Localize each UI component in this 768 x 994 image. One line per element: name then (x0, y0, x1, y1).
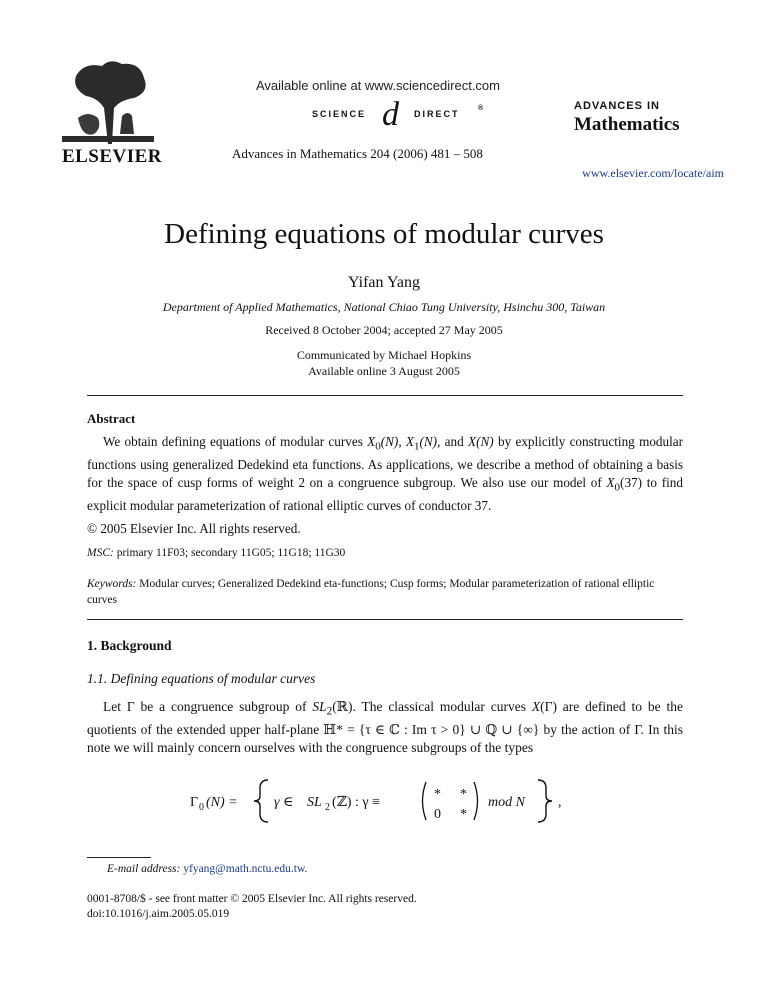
author-affiliation: Department of Applied Mathematics, National Chiao Tung University, Hsinchu 300, Taiwan (162, 300, 606, 314)
sd-registered-mark: ® (478, 105, 484, 112)
body-text-3: are defined to be the quotients of the extended upper half-plane ℍ* = {τ ∈ ℂ : Im τ > 0} ∪ ℚ ∪ {∞} by the action of Γ. In this note we will mainly concern ourselves with the congruence subgroups of the types (87, 699, 683, 756)
math-sl: SL (312, 699, 327, 714)
journal-brand-top: ADVANCES IN (574, 100, 660, 112)
math-x1: X (405, 434, 414, 449)
sd-right-word: DIRECT (414, 109, 460, 119)
formula-lhs: Γ (190, 795, 199, 810)
abstract-text-3: to find explicit modular parameterization of rational elliptic curves of conductor 37. (87, 474, 683, 514)
math-x0: X (367, 434, 376, 449)
math-x037-sub: 0 (614, 481, 621, 494)
formula-m12: * (460, 787, 467, 802)
available-online-line: Available online at www.sciencedirect.com (256, 78, 500, 93)
formula-m21: 0 (434, 807, 441, 822)
abstract-text-1: We obtain defining equations of modular curves (103, 434, 368, 449)
keywords-bottom-rule (87, 619, 683, 620)
email-label: E-mail address: (107, 863, 181, 875)
formula-z: (ℤ) : γ ≡ (332, 795, 381, 810)
math-x0-sub: 0 (375, 440, 381, 453)
journal-brand-main: Mathematics (574, 114, 680, 135)
formula-comma: , (558, 795, 562, 810)
sciencedirect-logo (312, 96, 492, 133)
footnote-rule (87, 857, 151, 858)
journal-brand (574, 100, 724, 136)
journal-url-link[interactable]: www.elsevier.com/locate/aim (582, 166, 724, 180)
doi-line: doi:10.1016/j.aim.2005.05.019 (87, 908, 230, 920)
math-x-arg: (N) (476, 434, 494, 449)
math-x0-arg: (N) (380, 434, 399, 449)
formula-sl: SL (307, 795, 322, 810)
formula-gamma: γ ∈ (274, 795, 294, 810)
elsevier-tree-icon (58, 58, 158, 144)
display-formula (0, 776, 768, 826)
email-period: . (304, 863, 308, 875)
formula-left-brace (254, 780, 268, 822)
elsevier-logo (48, 58, 176, 167)
received-dates: Received 8 October 2004; accepted 27 May 2005 (265, 323, 503, 337)
msc-text: primary 11F03; secondary 11G05; 11G18; 11G30 (113, 547, 346, 559)
sd-at-symbol: d (382, 96, 399, 133)
email-link[interactable]: yfyang@math.nctu.edu.tw (183, 863, 305, 875)
keywords (87, 577, 683, 608)
abstract-copyright: © 2005 Elsevier Inc. All rights reserved. (87, 521, 301, 536)
math-x1-arg: (N) (419, 434, 438, 449)
abstract-sep-2: , and (437, 434, 469, 449)
msc-classification (87, 547, 345, 559)
abstract-body (87, 433, 683, 515)
formula-m11: * (434, 787, 441, 802)
math-x1-sub: 1 (413, 440, 420, 453)
keywords-text: Modular curves; Generalized Dedekind eta-functions; Cusp forms; Modular parameterization of rational elliptic curves (87, 578, 655, 606)
abstract-text-2: by explicitly constructing modular functions using generalized Dedekind eta functions. As applications, we describe a method of obtaining a basis for the space of cusp forms of weight 2 on a congruence subgroup. We also use our model of (87, 434, 684, 490)
keywords-label: Keywords: (87, 578, 137, 590)
formula-m22: * (460, 807, 467, 822)
formula-right-brace (538, 780, 552, 822)
available-online-date: Available online 3 August 2005 (308, 364, 460, 378)
section-heading: 1. Background (87, 638, 172, 653)
body-text-1: Let Γ be a congruence subgroup of (103, 699, 313, 714)
math-sl-sub: 2 (326, 705, 333, 718)
formula-lhs-arg: (N) = (206, 795, 238, 810)
formula-lhs-sub: 0 (199, 802, 204, 813)
formula-mod: mod N (488, 795, 525, 810)
formula-matrix-right-paren (474, 782, 478, 820)
body-text-2: . The classical modular curves (352, 699, 532, 714)
math-x037: X (606, 474, 615, 490)
journal-citation: Advances in Mathematics 204 (2006) 481 – 508 (232, 146, 483, 161)
math-sl-r: (ℝ) (332, 699, 353, 714)
abstract-heading: Abstract (87, 411, 136, 426)
issn-line: 0001-8708/$ - see front matter © 2005 Elsevier Inc. All rights reserved. (87, 893, 417, 905)
article-title: Defining equations of modular curves (164, 218, 604, 250)
math-x: X (468, 434, 477, 449)
elsevier-wordmark: ELSEVIER (61, 146, 163, 167)
footnote-email (107, 863, 307, 875)
math-xg-arg: (Γ) (540, 699, 557, 714)
communicated-by: Communicated by Michael Hopkins (296, 348, 472, 362)
sd-left-word: SCIENCE (312, 109, 367, 119)
math-x037-arg: (37) (620, 474, 643, 490)
article-author: Yifan Yang (347, 274, 420, 291)
math-xg: X (531, 699, 541, 714)
formula-matrix-left-paren (423, 782, 427, 820)
subsection-heading: 1.1. Defining equations of modular curves (87, 671, 316, 686)
abstract-top-rule (87, 395, 683, 396)
abstract-sep-1: , (398, 434, 406, 449)
msc-label: MSC: (87, 547, 114, 559)
body-paragraph (87, 698, 683, 757)
formula-sl-sub: 2 (325, 802, 330, 813)
